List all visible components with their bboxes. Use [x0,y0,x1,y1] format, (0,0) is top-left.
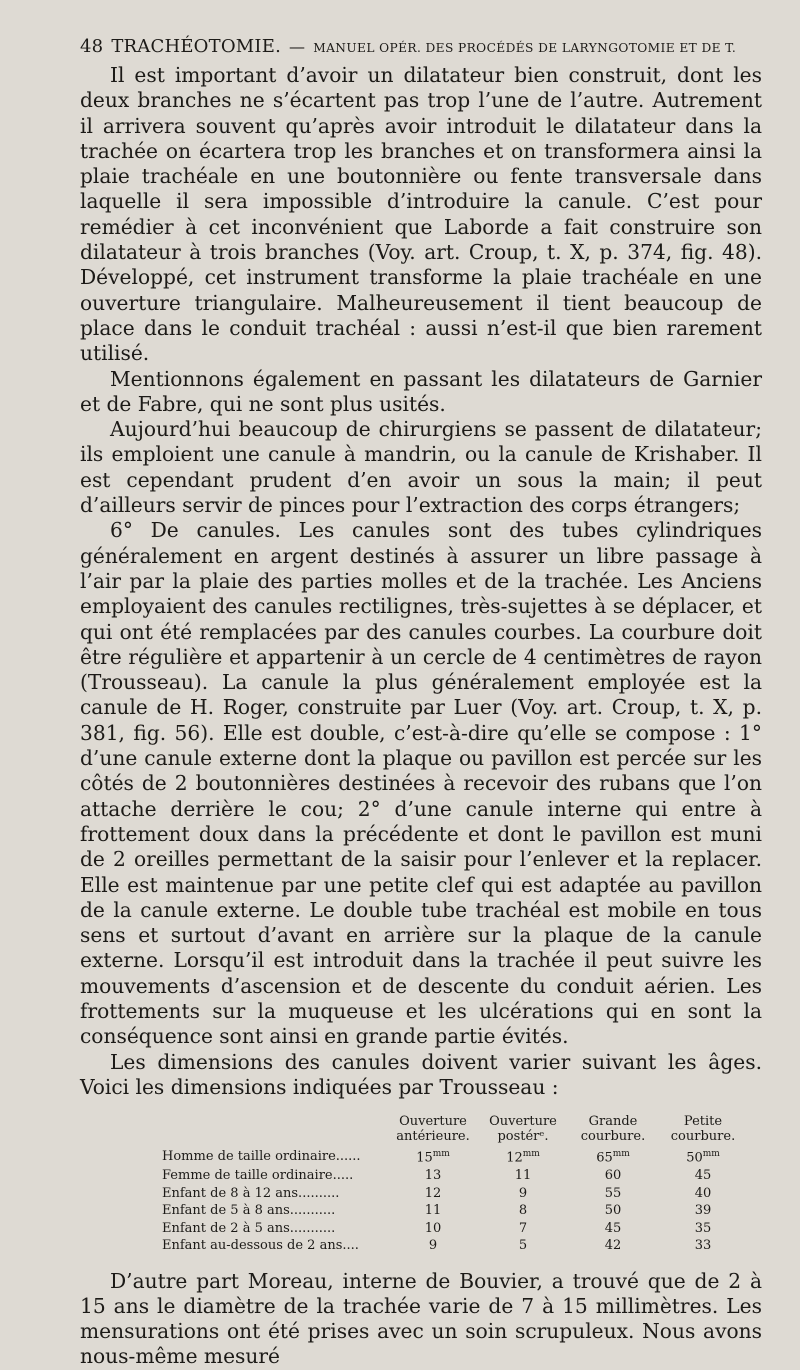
table-cell: $12^{mm}$ [506,1149,540,1166]
table-cell: 13 [424,1168,442,1183]
table-cell: $50^{mm}$ [686,1149,720,1166]
table-cell: 12 [424,1185,442,1201]
row-label: Femme de taille ordinaire..... [162,1168,354,1183]
table-header-row [158,1114,748,1146]
table-cell: 39 [694,1203,712,1218]
column-header: Ouverture postérᵉ. [489,1114,557,1145]
unit-label: mm [612,1149,630,1160]
row-label: Enfant de 2 à 5 ans........... [162,1220,336,1236]
unit-label: mm [702,1149,720,1160]
unit-label: mm [432,1149,450,1160]
table-cell: 8 [518,1203,528,1218]
paragraph-dilatateur: Il est important d’avoir un dilatateur bien construit, dont les deux branches ne s’écartent pas trop l’une de l’autre. Autrement il arrivera souvent qu’après avoir introduit le dilatateur dans la trachée on écartera trop les branches et on transformera ainsi la plaie trachéale en une boutonnière ou fente transversale dans laquelle il sera impossible d’introduire la canule. C’est pour remédier à cet inconvénient que Laborde a fait construire son dilatateur à trois branches (Voy. art. Croup, t. X, p. 374, fig. 48). Développé, cet instrument transforme la plaie trachéale en une ouverture triangulaire. Malheureusement il tient beaucoup de place dans le conduit trachéal : aussi n’est-il que bien rarement utilisé. [80,63,762,366]
table-cell: $65^{mm}$ [596,1149,630,1166]
header-spacer [158,1114,388,1146]
row-label: Enfant de 8 à 12 ans.......... [162,1185,340,1201]
table-cell: 10 [424,1220,442,1236]
table-cell: $15^{mm}$ [416,1149,450,1166]
table-cell: 5 [518,1238,528,1253]
unit-label: mm [522,1149,540,1160]
table-cell: 9 [428,1238,438,1253]
paragraph-garnier-fabre: Mentionnons également en passant les dilatateurs de Garnier et de Fabre, qui ne sont plus usités. [80,366,762,416]
table-cell: 40 [694,1185,712,1201]
header-dash: — [289,37,306,56]
table-row [158,1185,748,1203]
table-cell: 7 [518,1220,528,1236]
table-cell: 9 [518,1185,528,1201]
paragraph-moreau: D’autre part Moreau, interne de Bouvier, a trouvé que de 2 à 15 ans le diamètre de la trachée varie de 7 à 15 millimètres. Les mensurations ont été prises avec un soin scrupuleux. Nous avons nous-même mesuré [80,1268,762,1369]
paragraph-dimensions: Les dimensions des canules doivent varier suivant les âges. Voici les dimensions indiquées par Trousseau : [80,1049,762,1099]
page-number: 48 [80,36,104,57]
row-label: Enfant de 5 à 8 ans........... [162,1203,336,1218]
table-cell: 42 [604,1238,622,1253]
table-cell: 11 [514,1168,532,1183]
column-header: Ouverture antérieure. [396,1114,470,1145]
table-cell: 50 [604,1203,622,1218]
row-label: Homme de taille ordinaire...... [162,1148,361,1164]
column-header: Grande courbure. [580,1114,646,1145]
dimensions-table [158,1114,762,1254]
running-header [80,36,762,57]
table-row [158,1237,748,1255]
row-label: Enfant au-dessous de 2 ans.... [162,1238,359,1253]
table-row [158,1167,748,1185]
table-cell: 45 [694,1168,712,1183]
table-cell: 11 [424,1203,442,1218]
table-cell: 45 [604,1220,622,1236]
table-cell: 35 [694,1220,712,1236]
table-row [158,1146,748,1167]
running-subtitle: MANUEL OPÉR. DES PROCÉDÉS DE LARYNGOTOMIE ET DE T. [313,41,737,55]
table-row [158,1202,748,1220]
paragraph-canule-mandrin: Aujourd’hui beaucoup de chirurgiens se passent de dilatateur; ils emploient une canule à mandrin, ou la canule de Krishaber. Il est cependant prudent d’en avoir un sous la main; il peut d’ailleurs servir de pinces pour l’extraction des corps étrangers; [80,417,762,518]
table-cell: 60 [604,1168,622,1183]
paragraph-canules: 6° De canules. Les canules sont des tubes cylindriques généralement en argent destinés à assurer un libre passage à l’air par la plaie des parties molles et de la trachée. Les Anciens employaient des canules rectilignes, très-sujettes à se déplacer, et qui ont été remplacées par des canules courbes. La courbure doit être régulière et appartenir à un cercle de 4 centimètres de rayon (Trousseau). La canule la plus généralement employée est la canule de H. Roger, construite par Luer (Voy. art. Croup, t. X, p. 381, fig. 56). Elle est double, c’est-à-dire qu’elle se compose : 1° d’une canule externe dont la plaque ou pavillon est percée sur les côtés de 2 boutonnières destinées à recevoir des rubans que l’on attache derrière le cou; 2° d’une canule interne qui entre à frottement doux dans la précédente et dont le pavillon est muni de 2 oreilles permettant de la saisir pour l’enlever et la replacer. Elle est maintenue par une petite clef qui est adaptée au pavillon de la canule externe. Le double tube trachéal est mobile en tous sens et surtout d’avant en arrière sur la plaque de la canule externe. Lorsqu’il est introduit dans la trachée il peut suivre les mouvements d’ascension et de descente du conduit aérien. Les frottements sur la muqueuse et les ulcérations qui en sont la conséquence sont ainsi en grande partie évités. [80,518,762,1049]
running-title: TRACHÉOTOMIE. [111,36,282,57]
table-row [158,1220,748,1238]
column-header: Petite courbure. [670,1114,736,1145]
table-cell: 55 [604,1185,622,1201]
table-cell: 33 [694,1238,712,1253]
